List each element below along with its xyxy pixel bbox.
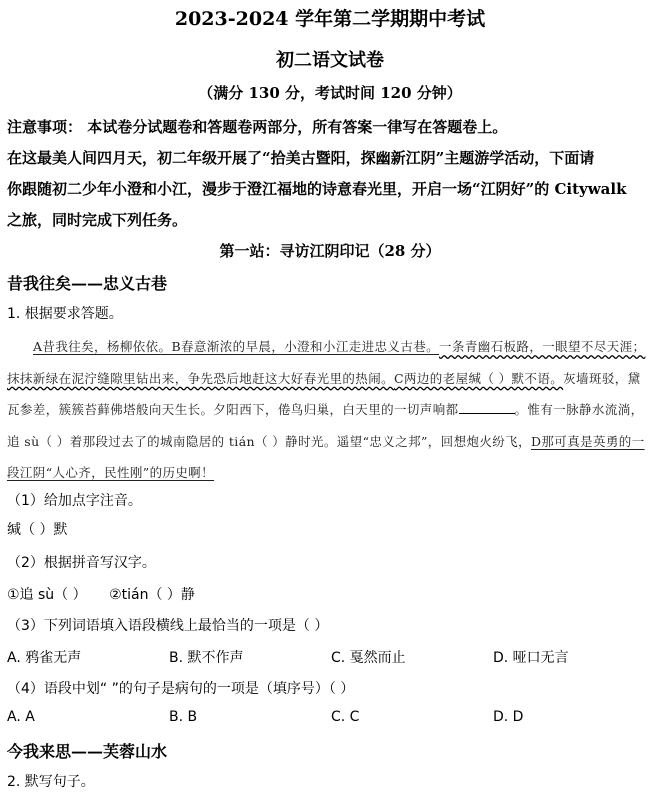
sub-question-1: （1）给加点字注音。 [7,493,142,509]
sub-question-2-answer [7,584,654,604]
passage-part-3: 。惟有一脉静水流淌，追 sù（ ）着那段过去了的城南隐居的 tián（ ）静时光。遥望“忠义之邦”，回想炮火纷飞， [7,402,644,449]
answer-tian: ②tián（ ）静 [109,587,195,603]
sentence-a: A昔我往矣，杨柳依依。 [33,339,172,354]
option-b: B. 默不作声 [169,650,244,666]
option-c: C. 戛然而止 [331,650,406,666]
sub-question-1-answer: 缄（ ）默 [7,522,68,538]
question-2-title: 2. 默写句子。 [7,774,95,790]
option-d: D. 哑口无言 [493,650,569,666]
sub-question-3: （3）下列词语填入语段横线上最恰当的一项是（ ） [7,618,329,634]
passage-part-1: 一条青幽石板路，一眼望不尽天涯；抹抹新绿在泥泞缝隙里钻出来，争先恐后地赶这大好春光里的热闹。 [7,339,646,386]
section-heading-2: 今我来思——芙蓉山水 [7,742,168,761]
option-a: A. A [7,709,35,725]
sentence-d: D那可真是英勇的一段江阴“人心齐，民性刚”的历史啊！ [7,433,645,480]
station-heading: 第一站：寻访江阴印记（28 分） [219,242,441,260]
intro-line-1: 在这最美人间四月天，初二年级开展了“拾美古暨阳，探幽新江阴”主题游学活动，下面请 [7,149,595,167]
notice: 注意事项： 本试卷分试题卷和答题卷两部分，所有答案一律写在答题卷上。 [7,118,508,136]
reading-passage [7,331,652,489]
sentence-b: B春意渐浓的早晨，小澄和小江走进忠义古巷。 [171,339,440,354]
score-info: （满分 130 分，考试时间 120 分钟） [198,84,462,102]
option-b: B. B [169,709,198,725]
fill-blank [459,401,515,414]
answer-su: ①追 sù（ ） [7,587,87,603]
exam-title: 2023-2024 学年第二学期期中考试 [174,8,486,30]
section-heading-1: 昔我往矣——忠义古巷 [7,274,168,293]
sub-question-2: （2）根据拼音写汉字。 [7,555,156,571]
intro-line-3: 之旅，同时完成下列任务。 [7,211,188,229]
sub-question-4: （4）语段中划“ ”的句子是病句的一项是（填序号）（ ） [7,681,355,697]
sentence-c: C两边的老屋缄（ ）默不语。 [394,370,564,386]
option-c: C. C [331,709,360,725]
passage-part-2: 灰墙斑驳，黛瓦参差，簇簇苔藓佛塔般向天生长。夕阳西下，倦鸟归巢，白天里的一切声响都 [7,370,641,417]
question-1-title: 1. 根据要求答题。 [7,306,123,322]
option-a: A. 鸦雀无声 [7,650,82,666]
intro-line-2: 你跟随初二少年小澄和小江，漫步于澄江福地的诗意春光里，开启一场“江阴好”的 Citywalk [7,180,627,198]
option-d: D. D [493,709,524,725]
exam-subtitle: 初二语文试卷 [276,50,384,71]
